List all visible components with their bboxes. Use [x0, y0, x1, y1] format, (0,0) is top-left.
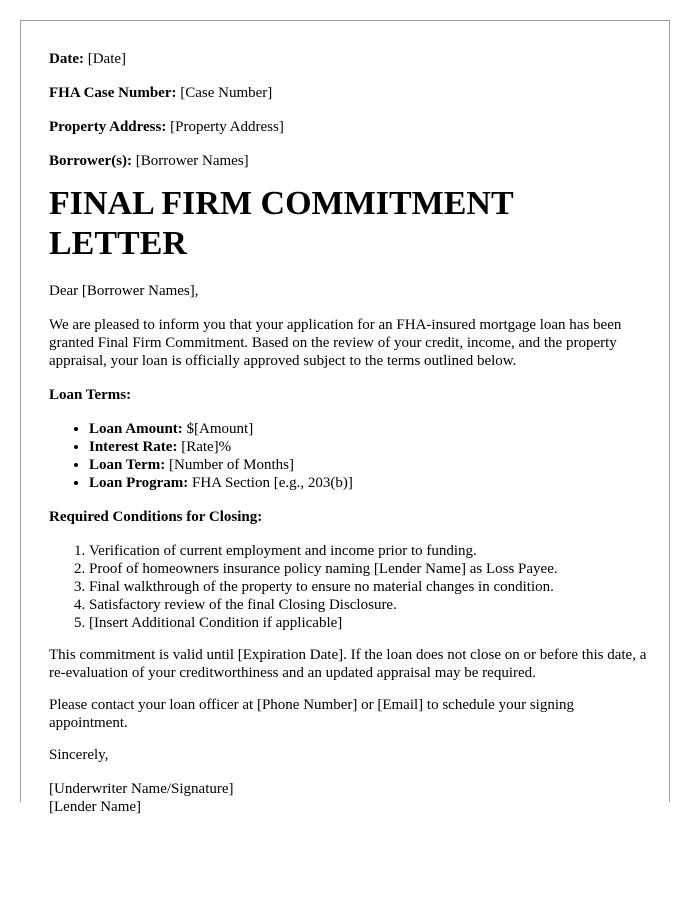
case-number-field	[49, 84, 649, 102]
intro-paragraph: We are pleased to inform you that your application for an FHA-insured mortgage loan has been granted Final Firm Commitment. Based on the review of your credit, income, and the property appraisal, your loan is officially approved subject to the terms outlined below.	[49, 317, 622, 369]
conditions-heading: Required Conditions for Closing:	[49, 509, 263, 525]
conditions-list	[49, 542, 649, 632]
salutation: Dear [Borrower Names],	[49, 283, 199, 299]
loan-term-item-amount	[89, 420, 649, 438]
date-label: Date:	[49, 51, 84, 67]
property-address-value: [Property Address]	[170, 119, 284, 135]
case-number-value: [Case Number]	[180, 85, 273, 101]
loan-terms-list	[49, 420, 649, 492]
loan-terms-heading: Loan Terms:	[49, 387, 132, 403]
letter-document	[20, 20, 670, 815]
signature-block	[49, 780, 649, 816]
loan-term-value: [Number of Months]	[169, 457, 294, 473]
property-address-label: Property Address:	[49, 119, 167, 135]
loan-term-label: Loan Term:	[89, 457, 166, 473]
property-address-field	[49, 118, 649, 136]
condition-item: 5. [Insert Additional Condition if applicable]	[89, 614, 649, 632]
case-number-label: FHA Case Number:	[49, 85, 177, 101]
date-field	[49, 50, 649, 68]
loan-term-value: FHA Section [e.g., 203(b)]	[192, 475, 353, 491]
loan-term-item-term	[89, 456, 649, 474]
borrowers-label: Borrower(s):	[49, 153, 133, 169]
loan-term-label: Loan Amount:	[89, 421, 183, 437]
date-value: [Date]	[87, 51, 127, 67]
loan-term-item-program	[89, 474, 649, 492]
condition-item: 1. Verification of current employment and income prior to funding.	[89, 542, 649, 560]
condition-item: 2. Proof of homeowners insurance policy naming [Lender Name] as Loss Payee.	[89, 560, 649, 578]
validity-paragraph: This commitment is valid until [Expiration Date]. If the loan does not close on or before this date, a re-evaluation of your creditworthiness and an updated appraisal may be required.	[49, 647, 647, 681]
letter-title: FINAL FIRM COMMITMENT LETTER	[49, 185, 514, 262]
loan-term-label: Interest Rate:	[89, 439, 178, 455]
loan-term-value: [Rate]%	[181, 439, 232, 455]
lender-name: [Lender Name]	[49, 799, 142, 815]
condition-item: 4. Satisfactory review of the final Closing Disclosure.	[89, 596, 649, 614]
loan-term-value: $[Amount]	[186, 421, 254, 437]
closing-line: Sincerely,	[49, 747, 109, 763]
borrowers-field	[49, 152, 649, 170]
condition-item: 3. Final walkthrough of the property to ensure no material changes in condition.	[89, 578, 649, 596]
loan-term-label: Loan Program:	[89, 475, 189, 491]
loan-term-item-rate	[89, 438, 649, 456]
borrowers-value: [Borrower Names]	[135, 153, 249, 169]
contact-paragraph: Please contact your loan officer at [Phone Number] or [Email] to schedule your signing appointment.	[49, 697, 574, 731]
underwriter-signature: [Underwriter Name/Signature]	[49, 781, 234, 797]
